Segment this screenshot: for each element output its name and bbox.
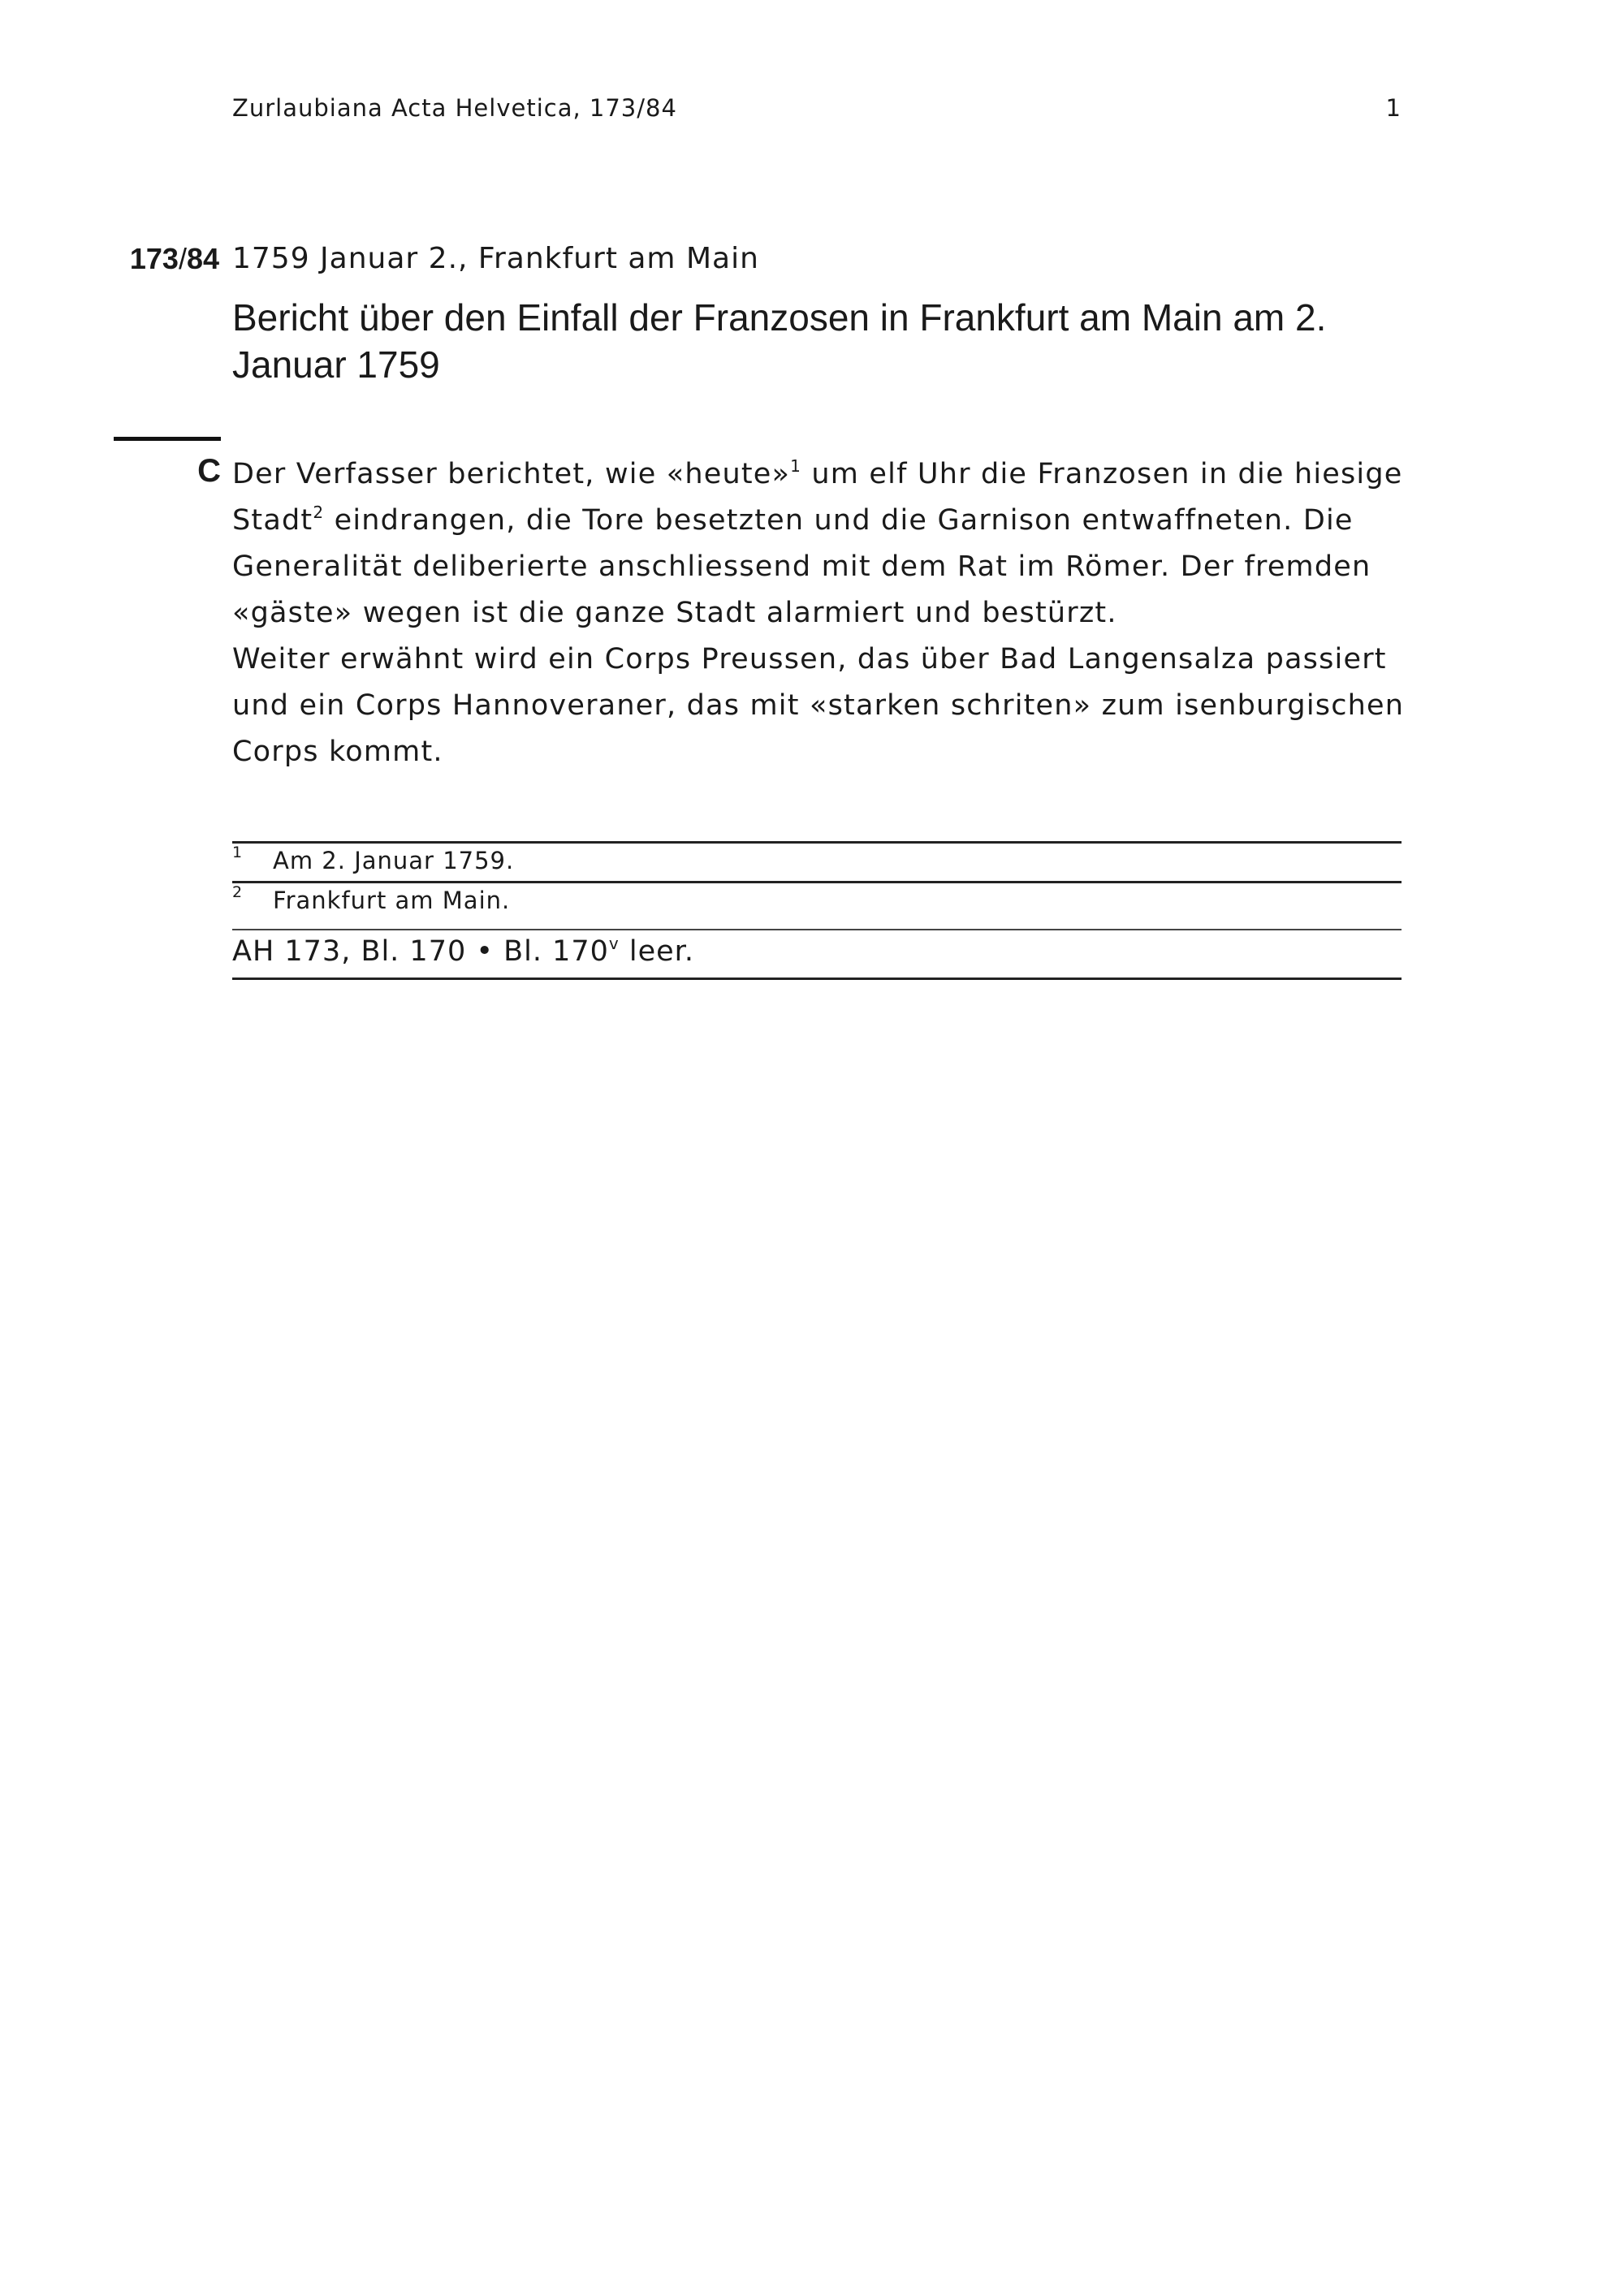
footnotes [232, 841, 1402, 980]
document-number-volume: 173 [129, 242, 179, 275]
footnote-ref-2[interactable]: 2 [313, 503, 325, 522]
regest-body [232, 451, 1410, 775]
footnote-2 [232, 881, 1402, 921]
regest-text: eindrangen, die Tore besetzten und die Garnison entwaffneten. Die Generalität deliberierte anschliessend mit dem Rat im Römer. Der fremden «gäste» wegen ist die ganze Stadt alarmiert und bestürzt. [232, 504, 1371, 629]
regest-text: Der Verfasser berichtet, wie «heute» [232, 458, 791, 490]
footnote-ref-1[interactable]: 1 [790, 456, 802, 476]
regest-paragraph-2: Weiter erwähnt wird ein Corps Preussen, das über Bad Langensalza passiert und ein Corps Hannoveraner, das mit «starken schriten» zum isenburgischen Corps kommt. [232, 643, 1405, 768]
section-rule [114, 437, 221, 441]
footnote-mark: 2 [232, 883, 244, 901]
document-title: Bericht über den Einfall der Franzosen in Frankfurt am Main am 2. Januar 1759 [232, 296, 1327, 386]
source-text [232, 935, 694, 968]
document-number [106, 242, 219, 276]
document-number-item: 84 [186, 242, 219, 275]
footnote-text: Am 2. Januar 1759. [273, 847, 515, 874]
footnote-text: Frankfurt am Main. [273, 887, 511, 914]
document-number-separator: / [178, 242, 187, 275]
source-text-main: AH 173, Bl. 170 • Bl. 170 [232, 935, 609, 968]
document-date-place: 1759 Januar 2., Frankfurt am Main [232, 242, 759, 275]
source-verso-mark: v [608, 934, 620, 953]
running-header [232, 94, 1402, 127]
copy-type-marker: C [197, 453, 221, 489]
source-reference [232, 929, 1402, 980]
regest-paragraph-1 [232, 451, 1410, 637]
source-text-tail: leer. [619, 935, 694, 968]
footnote-1 [232, 841, 1402, 881]
regest-text: um elf Uhr die Franzosen in die hiesige Stadt [232, 458, 1403, 537]
footnote-mark: 1 [232, 844, 244, 861]
collection-title: Zurlaubiana Acta Helvetica, 173/84 [232, 94, 677, 122]
page-number: 1 [1385, 94, 1402, 122]
